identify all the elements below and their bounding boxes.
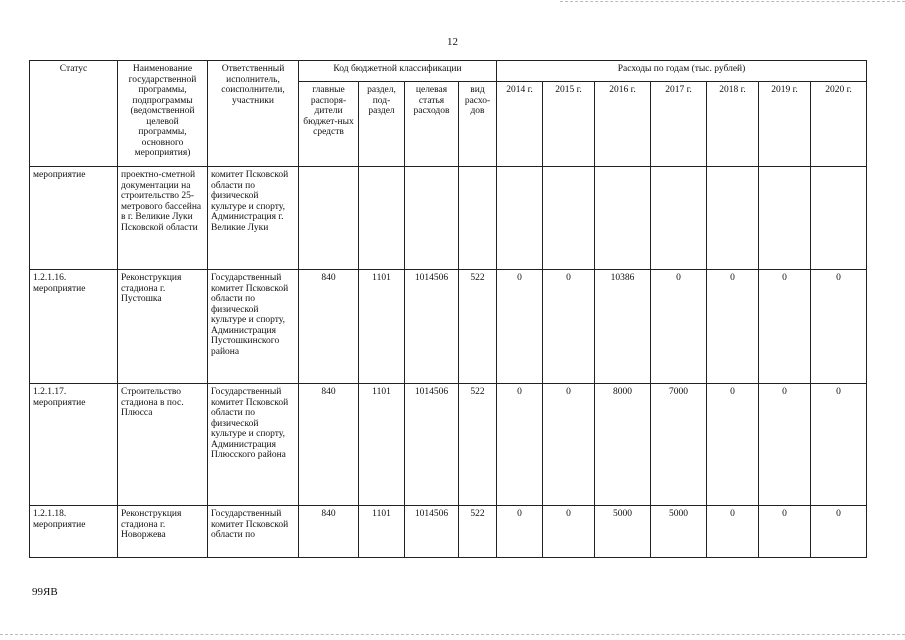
cell-status: мероприятие [30,167,118,270]
header-row-top [30,61,867,82]
cell-value [543,167,595,270]
header-budget-sub: главные распоря-дители бюджет-ных средств [299,82,359,167]
table-row [30,384,867,506]
cell-status: 1.2.1.16. мероприятие [30,270,118,384]
cell-value: 0 [707,506,759,558]
cell-value: 0 [811,270,867,384]
cell-name: Реконструкция стадиона г. Пустошка [118,270,208,384]
cell-name: Реконструкция стадиона г. Новоржева [118,506,208,558]
footer-code: 99ЯВ [32,586,58,598]
cell-code [299,167,359,270]
header-year: 2015 г. [543,82,595,167]
header-year: 2016 г. [595,82,651,167]
cell-value: 0 [497,384,543,506]
table-row [30,167,867,270]
scan-edge-bottom [0,634,905,635]
header-status: Статус [30,61,118,167]
cell-responsible: Государственный комитет Псковской области по физической культуре и спорту, Администрация Пустошкинского района [208,270,299,384]
header-year: 2014 г. [497,82,543,167]
cell-value: 0 [811,384,867,506]
header-year: 2017 г. [651,82,707,167]
cell-code: 1014506 [405,384,459,506]
cell-value [811,167,867,270]
table-row [30,506,867,558]
header-expenses: Расходы по годам (тыс. рублей) [497,61,867,82]
cell-responsible: Государственный комитет Псковской области по [208,506,299,558]
cell-name: проектно-сметной документации на строительство 25-метрового бассейна в г. Великие Луки Псковской области [118,167,208,270]
cell-code [459,167,497,270]
cell-value: 0 [543,270,595,384]
header-budget-sub: целевая статья расходов [405,82,459,167]
cell-value: 7000 [651,384,707,506]
cell-value: 8000 [595,384,651,506]
cell-code: 1014506 [405,506,459,558]
cell-value: 0 [811,506,867,558]
cell-code: 1101 [359,384,405,506]
cell-value: 0 [543,506,595,558]
cell-code: 840 [299,506,359,558]
cell-code: 840 [299,384,359,506]
cell-value: 0 [543,384,595,506]
header-name: Наименование государственной программы, подпрограммы (ведомственной целевой программы, основного мероприятия) [118,61,208,167]
cell-value [497,167,543,270]
cell-value: 0 [759,270,811,384]
cell-code: 522 [459,384,497,506]
cell-code: 522 [459,270,497,384]
cell-value: 0 [759,506,811,558]
cell-value: 0 [759,384,811,506]
cell-value: 0 [707,384,759,506]
cell-code: 840 [299,270,359,384]
cell-code: 522 [459,506,497,558]
cell-code [359,167,405,270]
scan-edge-top [560,1,905,2]
page-number: 12 [447,36,458,48]
cell-value: 5000 [595,506,651,558]
cell-name: Строительство стадиона в пос. Плюсса [118,384,208,506]
cell-value: 0 [707,270,759,384]
cell-value: 0 [497,270,543,384]
cell-value: 5000 [651,506,707,558]
header-year: 2018 г. [707,82,759,167]
cell-code: 1101 [359,270,405,384]
header-year: 2019 г. [759,82,811,167]
cell-status: 1.2.1.18. мероприятие [30,506,118,558]
header-budget-sub: раздел, под-раздел [359,82,405,167]
cell-value [759,167,811,270]
cell-code [405,167,459,270]
cell-responsible: комитет Псковской области по физической культуре и спорту, Администрация г. Великие Луки [208,167,299,270]
cell-value: 10386 [595,270,651,384]
cell-value [707,167,759,270]
cell-value [651,167,707,270]
cell-value [595,167,651,270]
cell-status: 1.2.1.17. мероприятие [30,384,118,506]
cell-responsible: Государственный комитет Псковской области по физической культуре и спорту, Администрация Плюсского района [208,384,299,506]
header-budget-sub: вид расхо-дов [459,82,497,167]
cell-value: 0 [651,270,707,384]
cell-value: 0 [497,506,543,558]
cell-code: 1101 [359,506,405,558]
cell-code: 1014506 [405,270,459,384]
header-year: 2020 г. [811,82,867,167]
budget-table [29,60,867,558]
header-responsible: Ответственный исполнитель, соисполнители, участники [208,61,299,167]
table-row [30,270,867,384]
header-budget-code: Код бюджетной классификации [299,61,497,82]
